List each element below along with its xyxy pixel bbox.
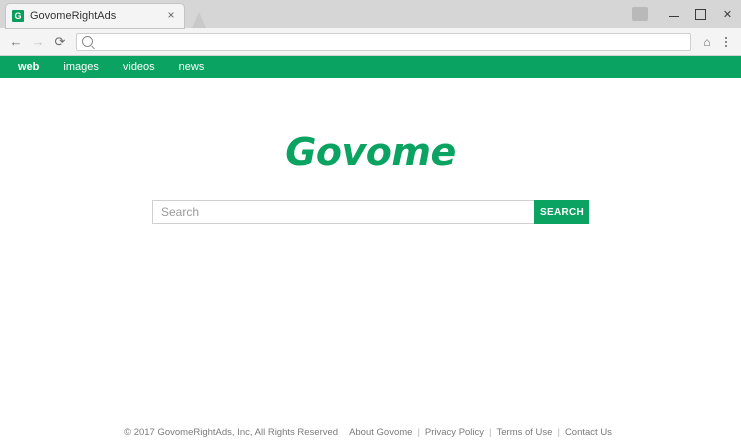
footer-separator: | bbox=[489, 426, 492, 438]
search-icon bbox=[82, 36, 93, 47]
nav-item-news[interactable]: news bbox=[178, 61, 205, 73]
address-bar[interactable] bbox=[76, 33, 691, 51]
close-tab-icon[interactable]: × bbox=[167, 8, 175, 22]
search-input[interactable] bbox=[152, 200, 534, 224]
forward-button[interactable]: → bbox=[31, 34, 45, 49]
footer-separator: | bbox=[557, 426, 560, 438]
nav-item-web[interactable]: web bbox=[18, 61, 40, 73]
footer-link-contact[interactable]: Contact Us bbox=[564, 426, 612, 438]
search-form bbox=[152, 200, 589, 224]
menu-icon[interactable] bbox=[717, 32, 735, 52]
site-nav bbox=[0, 56, 741, 78]
profile-badge-icon[interactable] bbox=[632, 7, 648, 21]
minimize-button[interactable] bbox=[660, 0, 687, 28]
maximize-button[interactable] bbox=[687, 0, 714, 28]
window-controls bbox=[632, 0, 741, 28]
copyright-text: © 2017 GovomeRightAds, Inc, All Rights Reserved bbox=[124, 426, 339, 438]
nav-item-videos[interactable]: videos bbox=[122, 61, 155, 73]
footer-link-privacy[interactable]: Privacy Policy bbox=[424, 426, 485, 438]
footer-separator: | bbox=[417, 426, 420, 438]
page-content bbox=[0, 78, 741, 445]
favicon-icon: G bbox=[12, 10, 24, 22]
tab-title: GovomeRightAds bbox=[30, 10, 117, 22]
site-logo: Govome bbox=[285, 130, 456, 174]
close-window-button[interactable]: ✕ bbox=[722, 8, 733, 21]
footer-link-about[interactable]: About Govome bbox=[349, 426, 413, 438]
footer-link-terms[interactable]: Terms of Use bbox=[496, 426, 553, 438]
browser-tab[interactable] bbox=[6, 4, 184, 28]
new-tab-button[interactable] bbox=[186, 8, 212, 28]
back-button[interactable]: ← bbox=[9, 34, 23, 49]
home-icon[interactable]: ⌂ bbox=[703, 34, 711, 49]
page-viewport bbox=[0, 56, 741, 445]
toolbar-actions bbox=[697, 32, 735, 52]
nav-item-images[interactable]: images bbox=[63, 61, 99, 73]
browser-toolbar bbox=[0, 28, 741, 56]
page-footer bbox=[0, 419, 741, 445]
reload-button[interactable]: ⟳ bbox=[54, 33, 66, 49]
search-button[interactable]: SEARCH bbox=[534, 200, 589, 224]
tab-strip bbox=[0, 0, 741, 28]
